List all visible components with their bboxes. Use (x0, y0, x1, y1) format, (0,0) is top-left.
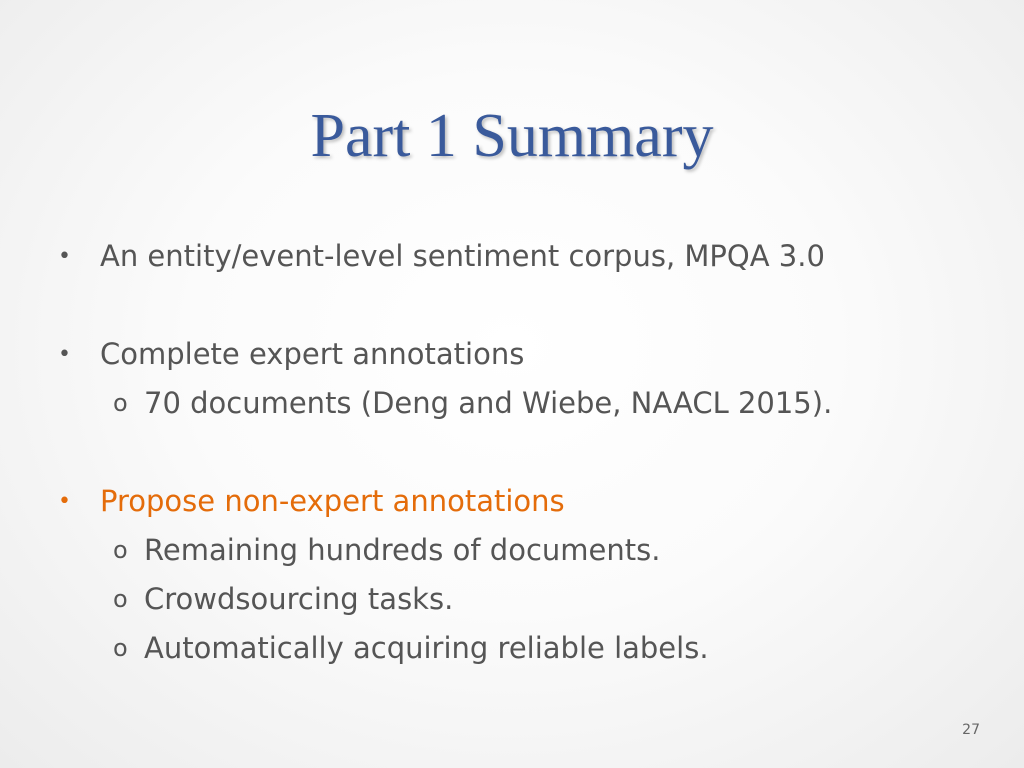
sub-bullet-marker: o (113, 585, 128, 613)
sub-bullet-marker: o (113, 536, 128, 564)
bullet-marker: • (58, 342, 71, 367)
sub-bullet-item (58, 379, 998, 428)
bullet-item (58, 330, 998, 379)
bullet-item (58, 232, 998, 281)
sub-bullet-marker: o (113, 634, 128, 662)
sub-bullet-marker: o (113, 389, 128, 417)
bullet-text: Propose non-expert annotations (100, 484, 565, 518)
sub-bullet-text: Crowdsourcing tasks. (144, 582, 454, 616)
sub-bullet-item (58, 526, 998, 575)
sub-bullet-item (58, 624, 998, 673)
bullet-text: Complete expert annotations (100, 337, 525, 371)
bullet-marker: • (58, 489, 71, 514)
page-number: 27 (962, 722, 980, 738)
sub-bullet-text: Automatically acquiring reliable labels. (144, 631, 709, 665)
slide-content (58, 232, 998, 673)
slide-title: Part 1 Summary (310, 102, 714, 170)
sub-bullet-text: Remaining hundreds of documents. (144, 533, 661, 567)
bullet-text: An entity/event-level sentiment corpus, MPQA 3.0 (100, 239, 825, 273)
sub-bullet-text: 70 documents (Deng and Wiebe, NAACL 2015). (144, 386, 833, 420)
bullet-item-highlighted (58, 477, 998, 526)
spacer (58, 281, 998, 330)
spacer (58, 428, 998, 477)
bullet-marker: • (58, 244, 71, 269)
sub-bullet-item (58, 575, 998, 624)
